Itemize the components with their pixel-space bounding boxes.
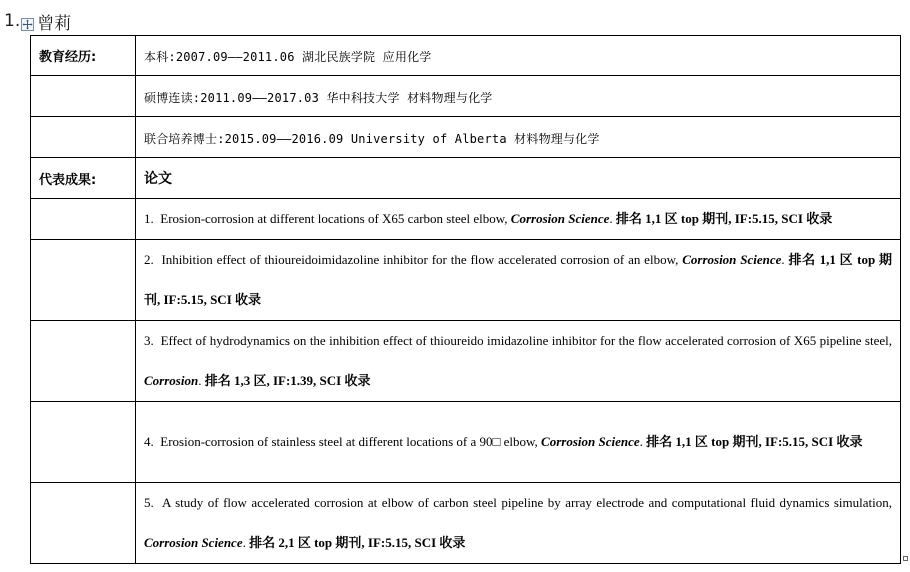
education-entry: 联合培养博士:2015.09——2016.09 University of Alberta 材料物理与化学: [144, 131, 600, 146]
education-label: 教育经历:: [39, 50, 97, 65]
paper-entry: 4. Erosion-corrosion of stainless steel at different locations of a 90□ elbow, Corrosion Science. 排名 1,1 区 top 期刊, IF:5.15, SCI 收录: [136, 402, 901, 483]
paper-journal: Corrosion Science: [682, 252, 782, 267]
paper-journal: Corrosion Science: [144, 535, 243, 550]
education-entry: 硕博连读:2011.09——2017.03 华中科技大学 材料物理与化学: [144, 90, 493, 105]
achievements-label: 代表成果:: [39, 172, 97, 188]
table-row: [31, 117, 901, 158]
empty-cell: [31, 402, 136, 483]
empty-cell: [31, 199, 136, 240]
paper-metrics: 排名 1,1 区 top 期刊, IF:5.15, SCI 收录: [144, 252, 893, 307]
paper-title: A study of flow accelerated corrosion at elbow of carbon steel pipeline by array electrode and computational fluid dynamics simulation,: [161, 495, 892, 510]
paper-number: 2.: [144, 252, 154, 267]
paper-title: Effect of hydrodynamics on the inhibition effect of thioureido imidazoline inhibitor for the flow accelerated corrosion of X65 pipeline steel,: [160, 333, 892, 348]
paper-metrics: 排名 2,1 区 top 期刊, IF:5.15, SCI 收录: [249, 535, 466, 550]
table-row: [31, 402, 901, 483]
table-row: [31, 199, 901, 240]
list-number: 1.: [4, 11, 21, 31]
person-heading: [4, 10, 71, 32]
education-label-cell: [31, 36, 136, 76]
table-move-handle-icon[interactable]: [21, 18, 34, 31]
paper-entry: 3. Effect of hydrodynamics on the inhibition effect of thioureido imidazoline inhibitor for the flow accelerated corrosion of X65 pipeline steel, Corrosion. 排名 1,3 区, IF:1.39, SCI 收录: [136, 321, 901, 402]
empty-cell: [31, 321, 136, 402]
paper-title: Erosion-corrosion at different locations of X65 carbon steel elbow,: [160, 211, 508, 226]
paper-number: 3.: [144, 333, 154, 348]
empty-cell: [31, 117, 136, 158]
paper-number: 5.: [144, 495, 154, 510]
education-entry: 本科:2007.09——2011.06 湖北民族学院 应用化学: [144, 50, 432, 64]
paper-entry: 1. Erosion-corrosion at different locations of X65 carbon steel elbow, Corrosion Science. 排名 1,1 区 top 期刊, IF:5.15, SCI 收录: [136, 199, 901, 240]
paper-journal: Corrosion Science: [541, 434, 640, 449]
resume-table: [30, 35, 901, 564]
table-row: [31, 76, 901, 117]
paper-number: 4.: [144, 434, 154, 449]
education-entry-cell: [136, 117, 901, 158]
education-entry-cell: [136, 76, 901, 117]
table-row: [31, 36, 901, 76]
paper-title: Erosion-corrosion of stainless steel at different locations of a 90□ elbow,: [160, 434, 538, 449]
paper-number: 1.: [144, 211, 154, 226]
paper-title: Inhibition effect of thioureidoimidazoline inhibitor for the flow accelerated corrosion of an elbow,: [161, 252, 679, 267]
table-row: [31, 483, 901, 564]
paper-entry: 2. Inhibition effect of thioureidoimidazoline inhibitor for the flow accelerated corrosion of an elbow, Corrosion Science. 排名 1,1 区 top 期刊, IF:5.15, SCI 收录: [136, 240, 901, 321]
empty-cell: [31, 76, 136, 117]
table-row: [31, 158, 901, 199]
achievements-label-cell: [31, 158, 136, 199]
papers-title-cell: [136, 158, 901, 199]
person-name: 曾莉: [37, 13, 72, 34]
table-row: [31, 240, 901, 321]
cell-end-marker: [903, 556, 908, 561]
table-row: [31, 321, 901, 402]
paper-metrics: 排名 1,3 区, IF:1.39, SCI 收录: [204, 373, 371, 388]
papers-section-title: 论文: [144, 171, 172, 187]
education-entry-cell: [136, 36, 901, 76]
paper-entry: 5. A study of flow accelerated corrosion at elbow of carbon steel pipeline by array electrode and computational fluid dynamics simulation, Corrosion Science. 排名 2,1 区 top 期刊, IF:5.15, SCI 收录: [136, 483, 901, 564]
paper-metrics: 排名 1,1 区 top 期刊, IF:5.15, SCI 收录: [615, 211, 833, 226]
empty-cell: [31, 483, 136, 564]
paper-journal: Corrosion Science: [510, 211, 610, 226]
paper-journal: Corrosion: [144, 373, 199, 388]
empty-cell: [31, 240, 136, 321]
paper-metrics: 排名 1,1 区 top 期刊, IF:5.15, SCI 收录: [646, 434, 863, 449]
